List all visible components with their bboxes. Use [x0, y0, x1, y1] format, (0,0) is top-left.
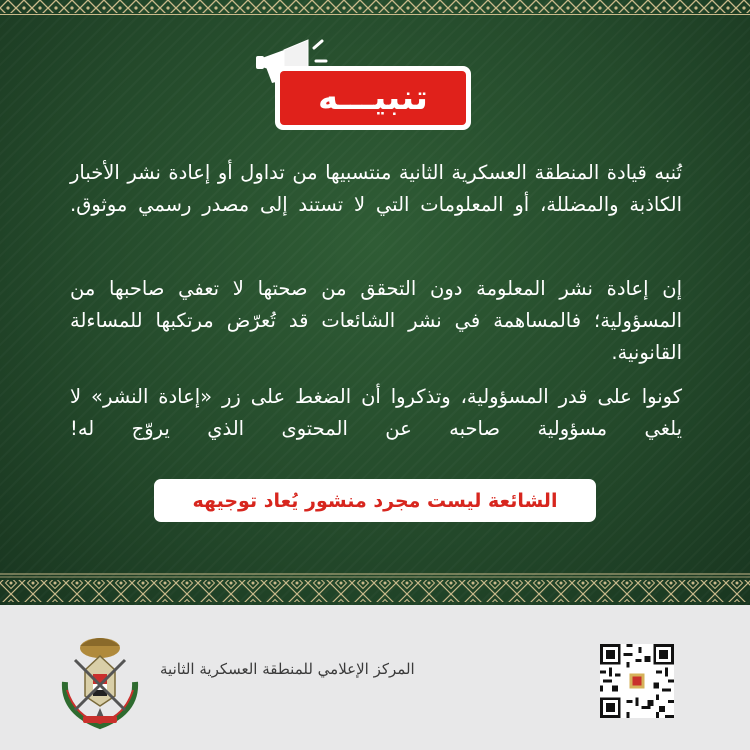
top-ornament-border [0, 0, 750, 16]
paragraph-responsibility: إن إعادة نشر المعلومة دون التحقق من صحتها لا تعفي صاحبها من المسؤولية؛ فالمساهمة في نشر الشائعات قد تُعرّض مرتكبها للمساءلة القانونية. [70, 277, 682, 364]
tagline-text: الشائعة ليست مجرد منشور يُعاد توجيهه [192, 489, 558, 512]
paragraph-warning: تُنبه قيادة المنطقة العسكرية الثانية منتسبيها من تداول أو إعادة نشر الأخبار الكاذبة والمضللة، أو المعلومات التي لا تستند إلى مصدر رسمي موثوق. [70, 161, 682, 216]
media-center-name: المركز الإعلامي للمنطقة العسكرية الثانية [160, 660, 415, 678]
bottom-ornament-border [0, 572, 750, 605]
footer [0, 605, 750, 750]
alert-title: تنبيـــه [318, 78, 428, 118]
alert-badge-inner [280, 71, 466, 125]
paragraph-call-to-action: كونوا على قدر المسؤولية، وتذكروا أن الضغط على زر «إعادة النشر» لا يلغي مسؤولية صاحبه عن المحتوى الذي يروّج له! [70, 385, 682, 440]
tagline-box [154, 479, 596, 522]
qr-code-icon[interactable] [600, 644, 674, 718]
military-emblem-icon [55, 630, 145, 730]
alert-badge [275, 66, 471, 130]
